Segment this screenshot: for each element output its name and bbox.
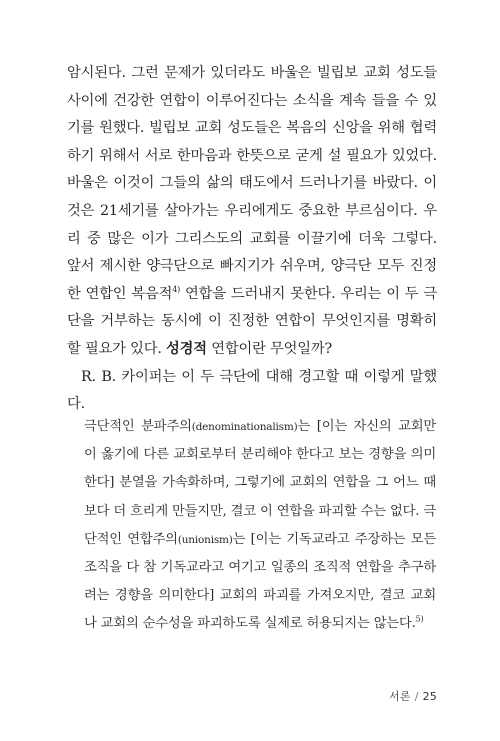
page-number: 25 <box>422 690 437 703</box>
quote-text-3: 는 [이는 기독교라고 주장하는 모든 조직을 다 참 기독교라고 여기고 일종의 조직적 연합을 추구하려는 경향을 의미한다] 교회의 파괴를 가져오지만, 결코 교회나 교회의 순수성을 파괴하도록 실제로 허용되지는 않는다. <box>84 531 437 632</box>
page-footer <box>389 688 437 704</box>
quote-text-1: 극단적인 분파주의 <box>84 419 192 434</box>
paragraph-1-part-2: 연합을 드러내지 못한다. 우리는 이 두 극단을 거부하는 동시에 이 진정한 연합이 무엇인지를 명확히 할 필요가 있다. <box>67 285 437 357</box>
paragraph-2: R. B. 카이퍼는 이 두 극단에 대해 경고할 때 이렇게 말했다. <box>67 368 437 413</box>
footer-separator: / <box>414 690 419 703</box>
quote-english-term-1: (denominationalism) <box>191 421 298 433</box>
body-text <box>67 60 437 419</box>
paragraph-1-part-1: 암시된다. 그런 문제가 있더라도 바울은 빌립보 교회 성도들 사이에 건강한 연합이 이루어진다는 소식을 계속 들을 수 있기를 원했다. 빌립보 교회 성도들은 복음의 신앙을 위해 협력하기 위해서 서로 한마음과 한뜻으로 굳게 설 필요가 있었다. 바울은 이것이 그들의 삶의 태도에서 드러나기를 바랐다. 이것은 21세기를 살아가는 우리에게도 중요한 부르심이다. 우리 중 많은 이가 그리스도의 교회를 이끌기에 더욱 그렇다. 앞서 제시한 양극단으로 빠지기가 쉬우며, 양극단 모두 진정한 연합인 복음적 <box>67 65 437 302</box>
quote-paragraph <box>84 413 436 639</box>
quote-text-2: 는 [이는 자신의 교회만이 옳기에 다른 교회로부터 분리해야 한다고 보는 경향을 의미한다] 분열을 가속화하며, 그렇기에 교회의 연합을 그 어느 때보다 더 흐리게 만들지만, 결코 이 연합을 파괴할 수는 없다. 극단적인 연합주의 <box>84 419 437 547</box>
paragraph-1 <box>67 60 437 364</box>
footnote-marker-5: 5) <box>415 615 424 624</box>
quote-english-term-2: (unionism) <box>177 533 233 546</box>
paragraph-1-part-3: 연합이란 무엇일까? <box>206 340 332 357</box>
block-quote <box>84 413 436 639</box>
bold-term-biblical: 성경적 <box>166 340 207 357</box>
footer-section-title: 서론 <box>389 690 411 703</box>
footnote-marker-4: 4) <box>172 284 181 294</box>
